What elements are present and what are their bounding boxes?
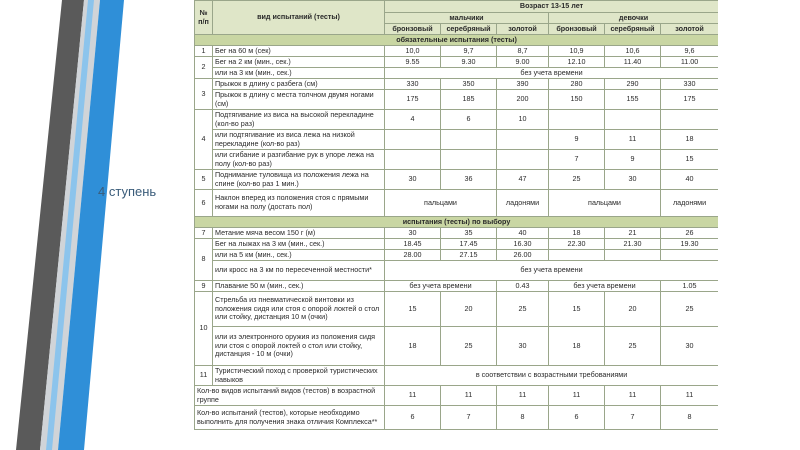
section-mandatory: обязательные испытания (тесты) [195,35,719,46]
header-num: № п/п [195,1,213,35]
header-girls-bronze: бронзовый [549,24,605,35]
header-boys-silver: серебряный [441,24,497,35]
table-row: 3 Прыжок в длину с разбега (см) 330 350 390 280 290 330 [195,79,719,90]
header-girls: девочки [549,13,719,24]
table-row: 4 Подтягивание из виса на высокой перекладине (кол-во раз) 4 6 10 [195,110,719,130]
norms-document [194,0,718,450]
norms-table [194,0,718,430]
table-row: 11 Туристический поход с проверкой туристических навыков в соответствии с возрастными требованиями [195,366,719,386]
table-row: 1 Бег на 60 м (сек) 10,0 9,7 8,7 10,9 10,6 9,6 [195,46,719,57]
table-row: или на 3 км (мин., сек.) без учета времени [195,68,719,79]
table-row: 2 Бег на 2 км (мин., сек.) 9.55 9.30 9.00 12.10 11.40 11.00 [195,57,719,68]
table-row: или сгибание и разгибание рук в упоре лежа на полу (кол-во раз) 7 9 15 [195,150,719,170]
table-row: Кол-во испытаний (тестов), которые необходимо выполнить для получения знака отличия Комплекса** 6 7 8 6 7 8 [195,406,719,430]
header-age: Возраст 13-15 лет [385,1,719,13]
table-row: или подтягивание из виса лежа на низкой перекладине (кол-во раз) 9 11 18 [195,130,719,150]
header-boys-gold: золотой [497,24,549,35]
table-row: или кросс на 3 км по пересеченной местности* без учета времени [195,261,719,281]
table-row: 8 Бег на лыжах на 3 км (мин., сек.) 18.45 17.45 16.30 22.30 21.30 19.30 [195,239,719,250]
header-boys-bronze: бронзовый [385,24,441,35]
header-test: вид испытаний (тесты) [213,1,385,35]
table-row: 10 Стрельба из пневматической винтовки из положения сидя или стоя с опорой локтей о стол или стойку, дистанция 10 м (очки) 15 20 25 15 20 25 [195,292,719,327]
header-girls-silver: серебряный [605,24,661,35]
table-row: Кол-во видов испытаний видов (тестов) в возрастной группе 11 11 11 11 11 11 [195,386,719,406]
section-optional: испытания (тесты) по выбору [195,217,719,228]
table-row: Прыжок в длину с места толчном двумя ногами (см) 175 185 200 150 155 175 [195,90,719,110]
header-boys: мальчики [385,13,549,24]
slide-title: 4 ступень [98,184,157,199]
table-row: 9 Плавание 50 м (мин., сек.) без учета времени 0.43 без учета времени 1.05 [195,281,719,292]
decorative-stripes [0,0,130,450]
header-girls-gold: золотой [661,24,719,35]
table-row: или из электронного оружия из положения сидя или стоя с опорой локтей о стол или стойку, дистанция - 10 м (очки) 18 25 30 18 25 30 [195,327,719,366]
table-row: 7 Метание мяча весом 150 г (м) 30 35 40 18 21 26 [195,228,719,239]
table-row: 5 Поднимание туловища из положения лежа на спине (кол-во раз 1 мин.) 30 36 47 25 30 40 [195,170,719,190]
table-row: или на 5 км (мин., сек.) 28.00 27.15 26.00 [195,250,719,261]
table-row: 6 Наклон вперед из положения стоя с прямыми ногами на полу (достать пол) пальцами ладонями пальцами ладонями [195,190,719,217]
